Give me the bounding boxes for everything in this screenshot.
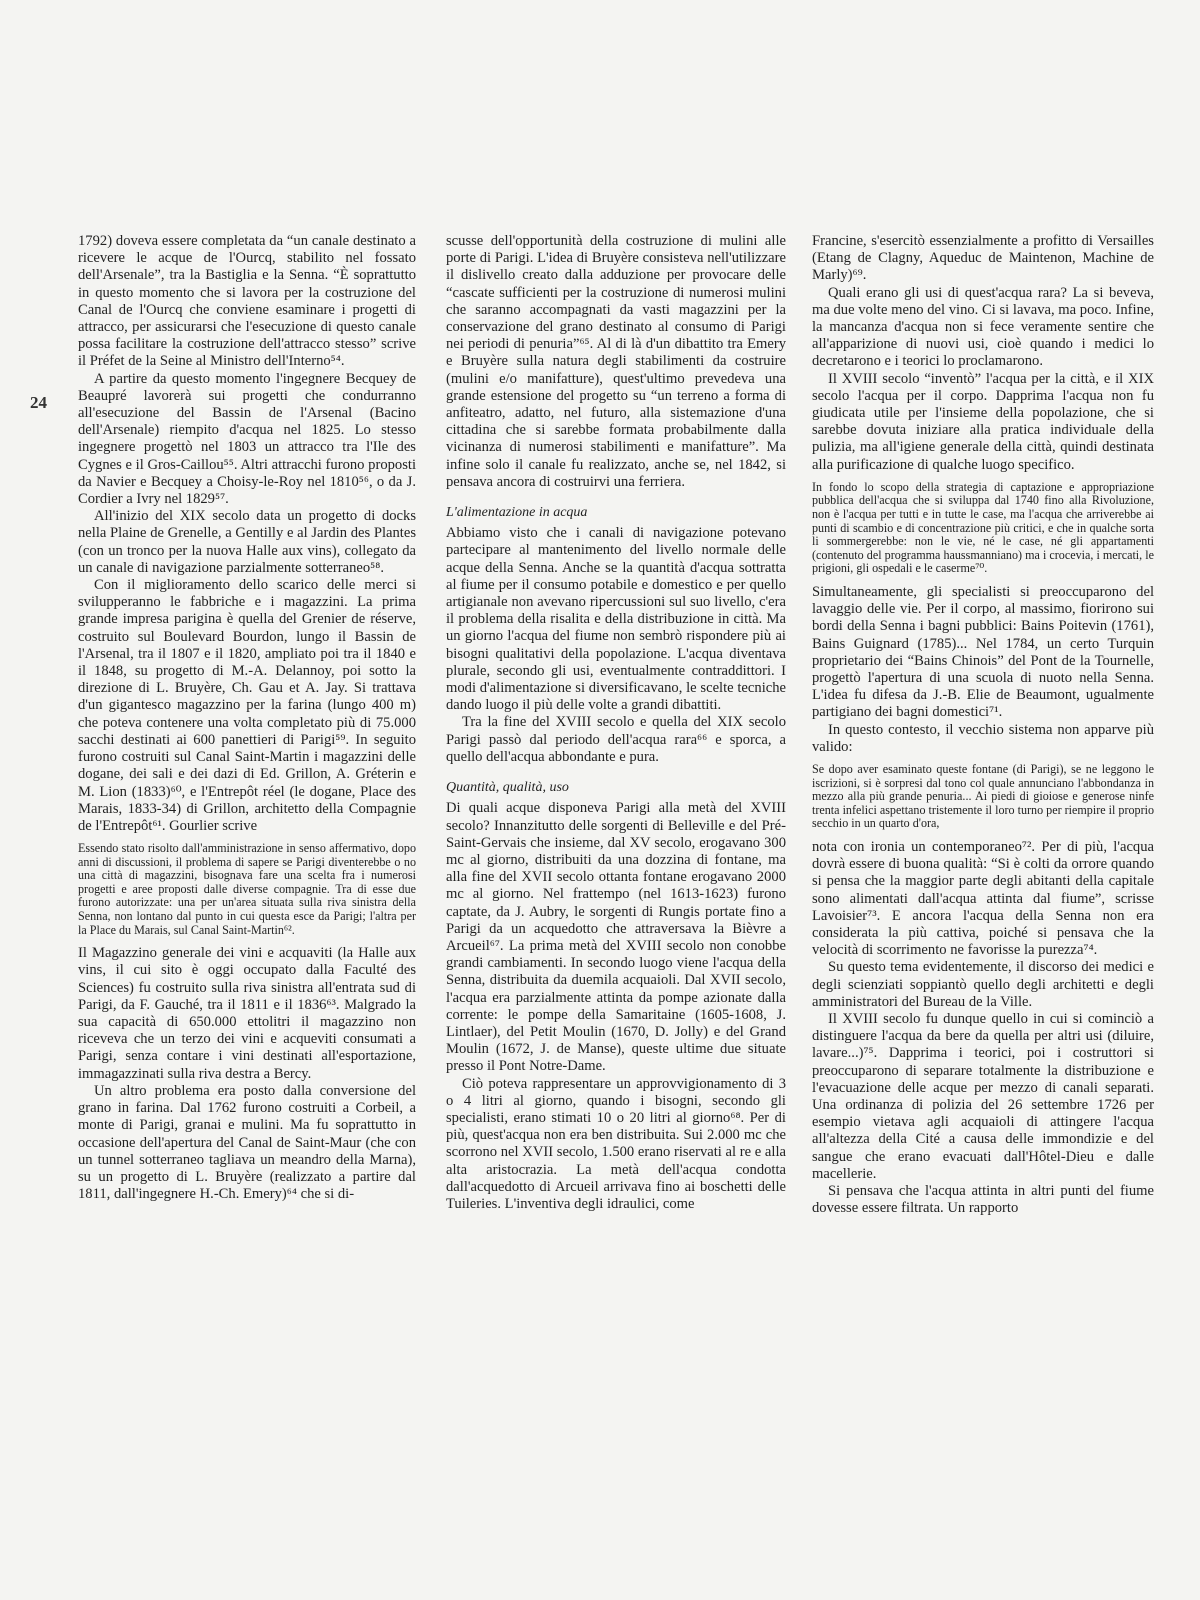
section-heading: L'alimentazione in acqua: [446, 505, 588, 521]
text-column-2: [446, 233, 786, 1213]
paragraph: nota con ironia un contemporaneo⁷². Per di più, l'acqua dovrà essere di buona qualità: “Si è colti da orrore quando si pensa che la maggior parte degli abitanti della capitale sono alimentati dall'acqua attinta dal fiume”, scrisse Lavoisier⁷³. E ancora l'acqua della Senna non era considerata la più cattiva, poiché si pensava che la velocità di scorrimento ne favorisse la purezza⁷⁴.: [812, 839, 1154, 959]
page-number: 24: [30, 393, 47, 412]
block-quote: Essendo stato risolto dall'amministrazione in senso affermativo, dopo anni di discussioni, il problema di sapere se Parigi diventerebbe o no una città di magazzini, bisognava fare una scelta fra i numerosi progetti e aree proposti dalle diverse compagnie. Tra di esse due furono autorizzate: una per un'area situata sulla riva sinistra della Senna, non lontano dal punto in cui questa esce da Parigi; l'altra per la Place du Marais, sul Canal Saint-Martin⁶².: [78, 841, 416, 937]
paragraph: Di quali acque disponeva Parigi alla metà del XVIII secolo? Innanzitutto delle sorgenti di Belleville e del Pré-Saint-Gervais che insieme, dal XV secolo, erogavano 300 mc al giorno, distribuiti da una dozzina di fontane, ma alla fine del XVII secolo ottanta fontane erogavano 2000 mc al giorno. Nel frattempo (nel 1613-1623) furono captate, da J. Aubry, le sorgenti di Rungis portate fino a Parigi da un acquedotto che attraversava la Bièvre a Arcueil⁶⁷. La prima metà del XVIII secolo non conobbe grandi cambiamenti. In secondo luogo viene l'acqua della Senna, distribuita da duemila acquaioli. Dal XVII secolo, l'acqua era parzialmente attinta da pompe azionate dalla corrente: le pompe della Samaritaine (1605-1608, J. Lintlaer), del Petit Moulin (1670, D. Jolly) e del Grand Moulin (1672, J. de Manse), queste ultime due situate presso il Pont Notre-Dame.: [446, 800, 786, 1075]
paragraph: Il XVIII secolo fu dunque quello in cui si cominciò a distinguere l'acqua da bere da quella per altri usi (diluire, lavare...)⁷⁵. Dapprima i teorici, poi i costruttori si preoccuparono di separare totalmente la distribuzione e l'evacuazione delle acque per mezzo di canali separati. Una ordinanza di polizia del 26 settembre 1726 per esempio vietava agli acquaioli di attingere l'acqua all'altezza della Cité a causa delle immondizie e del sangue che erano evacuati dall'Hôtel-Dieu e dalle macellerie.: [812, 1011, 1154, 1182]
block-quote: Se dopo aver esaminato queste fontane (di Parigi), se ne leggono le iscrizioni, si è sorpresi dal tono col quale annunciano l'abbondanza in mezzo alla più grande penuria... Ai piedi di gioiose e generose ninfe trenta infelici aspettano tristemente il loro turno per riempire il proprio secchio in un quarto d'ora,: [812, 762, 1154, 831]
paragraph: Francine, s'esercitò essenzialmente a profitto di Versailles (Etang de Clagny, Aqueduc de Maintenon, Machine de Marly)⁶⁹.: [812, 233, 1154, 284]
paragraph: A partire da questo momento l'ingegnere Becquey de Beaupré lavorerà sui progetti che condurranno all'esecuzione del Bassin de l'Arsenal (Bacino dell'Arsenale) riempito d'acqua nel 1825. Lo stesso ingegnere progettò nel 1803 un attracco tra l'Ile des Cygnes e il Gros-Caillou⁵⁵. Altri attracchi furono proposti da Navier e Becquey a Choisy-le-Roy nel 1810⁵⁶, o da J. Cordier a Ivry nel 1829⁵⁷.: [78, 370, 416, 508]
paragraph: scusse dell'opportunità della costruzione di mulini alle porte di Parigi. L'idea di Bruyère consisteva nell'utilizzare il dislivello creato dalla adduzione per provocare delle “cascate sufficienti per la costruzione di numerosi mulini che saranno accompagnati da vasti magazzini per la conservazione del grano destinato al consumo di Parigi nei periodi di penuria”⁶⁵. Al di là d'un dibattito tra Emery e Bruyère sulla natura degli stabilimenti da costruire (mulini e/o manifatture), quest'ultimo prevedeva una grande estensione del progetto su “un terreno a forma di anfiteatro, adatto, nel futuro, alla sistemazione d'una cittadina che si sarebbe formata probabilmente dalla vicinanza di numerosi stabilimenti e manifatture”. Ma infine solo il canale fu realizzato, anche se, nel 1842, si pensava ancora di costruirvi una ferriera.: [446, 233, 786, 490]
paragraph: Il XVIII secolo “inventò” l'acqua per la città, e il XIX secolo l'acqua per il corpo. Dapprima l'acqua non fu giudicata utile per l'insieme della popolazione, che si sarebbe dovuta iniziare alla pratica individuale della pulizia, ma all'igiene generale della città, quindi destinata alla purificazione di qualche luogo specifico.: [812, 370, 1154, 473]
paragraph: Un altro problema era posto dalla conversione del grano in farina. Dal 1762 furono costruiti a Corbeil, a monte di Parigi, granai e mulini. Ma fu soprattutto in occasione dell'apertura del Canal de Saint-Maur (che con un tunnel sotterraneo tagliava un meandro della Marna), su un progetto di L. Bruyère (realizzato a partire dal 1811, dall'ingegnere H.-Ch. Emery)⁶⁴ che si di-: [78, 1082, 416, 1203]
paragraph: Tra la fine del XVIII secolo e quella del XIX secolo Parigi passò dal periodo dell'acqua rara⁶⁶ e sporca, a quello dell'acqua abbondante e pura.: [446, 714, 786, 765]
text-column-3: [812, 233, 1154, 1217]
text-column-1: [78, 233, 416, 1203]
paragraph: Ciò poteva rappresentare un approvvigionamento di 3 o 4 litri al giorno, quando i bisogni, secondo gli specialisti, erano stimati 10 o 20 litri al giorno⁶⁸. Per di più, quest'acqua non era ben distribuita. Sui 2.000 mc che scorrono nel XVII secolo, 1.500 erano riservati al re e alla alta aristocrazia. La metà dell'acqua condotta dall'acquedotto di Arcueil arrivava fino ai boschetti delle Tuileries. L'inventiva degli idraulici, come: [446, 1075, 786, 1212]
paragraph: All'inizio del XIX secolo data un progetto di docks nella Plaine de Grenelle, a Gentilly e al Jardin des Plantes (con un tronco per la nuova Halle aux vins), collegato da un canale di navigazione parzialmente sotterraneo⁵⁸.: [78, 508, 416, 576]
paragraph: Con il miglioramento dello scarico delle merci si svilupperanno le fabbriche e i magazzini. La prima grande impresa parigina è quella del Grenier de réserve, costruito sul Boulevard Bourdon, lungo il Bassin de l'Arsenal, tra il 1807 e il 1820, ampliato poi tra il 1840 e il 1848, su progetto di M.-A. Delannoy, poi sotto la direzione di L. Bruyère, Ch. Gau et A. Jay. Si trattava d'un gigantesco magazzino per la farina (lungo 400 m) che poteva contenere una volta completato più di 75.000 sacchi destinati ai 600 panettieri di Parigi⁵⁹. In seguito furono costruiti sul Canal Saint-Martin i magazzini delle dogane, dei sali e dei dazi di Ed. Grillon, A. Gréterin e M. Lion (1833)⁶⁰, e l'Entrepôt réel (le dogane, Place des Marais, 1833-34) di Grillon, architetto della Compagnie de l'Entrepôt⁶¹. Gourlier scrive: [78, 577, 416, 834]
paragraph: Quali erano gli usi di quest'acqua rara? La si beveva, ma due volte meno del vino. Ci si lavava, ma poco. Infine, la mancanza d'acqua non si fece veramente sentire che all'apparizione di nuovi usi, cioè quando i medici lo decretarono e i teorici lo proclamarono.: [812, 284, 1154, 370]
paragraph: Si pensava che l'acqua attinta in altri punti del fiume dovesse essere filtrata. Un rapporto: [812, 1183, 1154, 1217]
paragraph: In questo contesto, il vecchio sistema non apparve più valido:: [812, 721, 1154, 755]
paragraph: Abbiamo visto che i canali di navigazione potevano partecipare al mantenimento del livello normale delle acque della Senna. Anche se la quantità d'acqua sottratta al fiume per il consumo potabile e domestico e per quello artigianale non avevano ripercussioni sul suo livello, c'era il problema della risalita e della distribuzione in città. Ma un giorno l'acqua del fiume non sembrò rispondere più ai bisogni qualitativi della popolazione. L'acqua diventava plurale, secondo gli usi, eventualmente contraddittori. I modi d'alimentazione si diversificavano, le scelte tecniche dando luogo il più delle volte a grandi dibattiti.: [446, 525, 786, 714]
paragraph: 1792) doveva essere completata da “un canale destinato a ricevere le acque de l'Ourcq, stabilito nel fossato dell'Arsenale”, tra la Bastiglia e la Senna. “È soprattutto in questo momento che si lavora per la costruzione del Canal de l'Ourcq che conviene esaminare i progetti di attracco, per assicurarsi che l'esecuzione di questo canale possa facilitare la costruzione dell'attracco stesso” scrive il Préfet de la Seine al Ministro dell'Interno⁵⁴.: [78, 233, 416, 370]
section-heading: Quantità, qualità, uso: [446, 780, 569, 796]
paragraph: Il Magazzino generale dei vini e acquaviti (la Halle aux vins, il cui sito è oggi occupato dalla Faculté des Sciences) fu costruito sulla riva sinistra all'entrata sud di Parigi, da F. Gauché, tra il 1811 e il 1836⁶³. Malgrado la sua capacità di 650.000 ettolitri il magazzino non riceveva che un terzo dei vini e acqueviti consumati a Parigi, senza contare i vini destinati all'esportazione, immagazzinati sulla riva destra a Bercy.: [78, 945, 416, 1082]
block-quote: In fondo lo scopo della strategia di captazione e appropriazione pubblica dell'acqua che si sviluppa dal 1740 fino alla Rivoluzione, non è l'acqua per tutti e in tutte le case, ma l'acqua che arriverebbe ai punti di scambio e di concentrazione più critici, e che in qualche sorta li sommergerebbe: non le vie, né le case, né gli appartamenti (contenuto del programma haussmanniano) ma i crocevia, i mercati, le prigioni, gli ospedali e le caserme⁷⁰.: [812, 479, 1154, 576]
paragraph: Su questo tema evidentemente, il discorso dei medici e degli scienziati soppiantò quello degli architetti e degli amministratori del Bureau de la Ville.: [812, 959, 1154, 1010]
paragraph: Simultaneamente, gli specialisti si preoccuparono del lavaggio delle vie. Per il corpo, al massimo, fiorirono sui bordi della Senna i bagni pubblici: Bains Poitevin (1761), Bains Guignard (1785)... Nel 1784, un certo Turquin proprietario dei “Bains Chinois” del Pont de la Tournelle, progettò l'apertura di una scuola di nuoto nella Senna. L'idea fu difesa da J.-B. Elie de Beaumont, ugualmente partigiano dei bagni domestici⁷¹.: [812, 584, 1154, 721]
